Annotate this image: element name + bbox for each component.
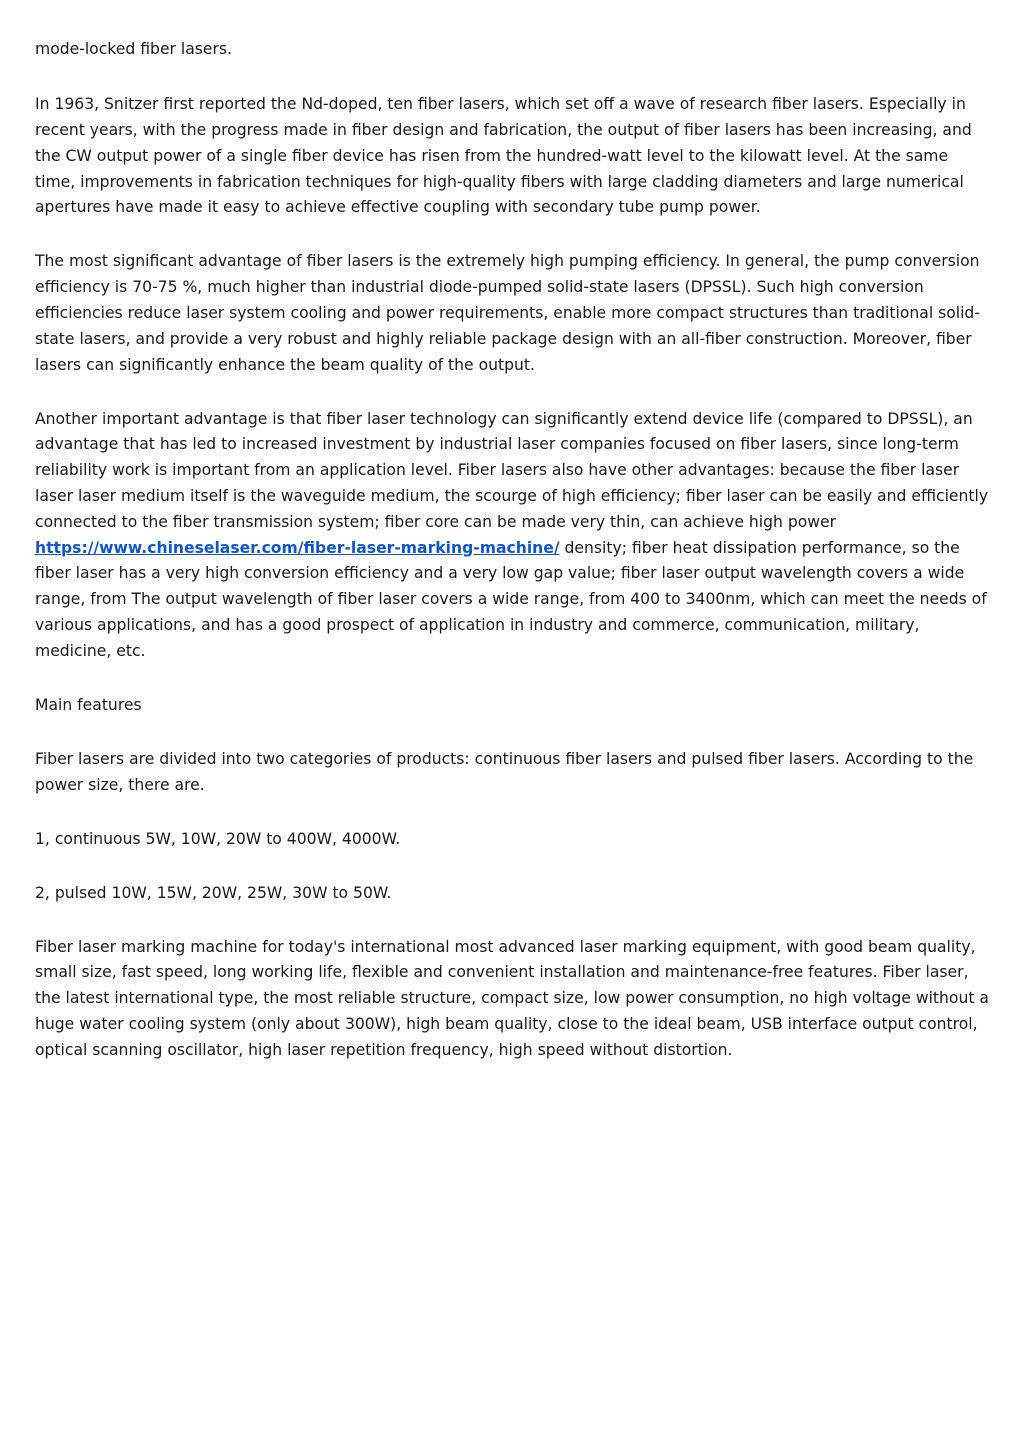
paragraph-marking-machine: Fiber laser marking machine for today's international most advanced laser marking equipment, with good beam quality, small size, fast speed, long working life, flexible and convenient installation and maintenance-free features. Fiber laser, the latest international type, the most reliable structure, compact size, low power consumption, no high voltage without a huge water cooling system (only about 300W), high beam quality, close to the ideal beam, USB interface output control, optical scanning oscillator, high laser repetition frequency, high speed without distortion. <box>35 937 989 1059</box>
paragraph-pumping-efficiency: The most significant advantage of fiber lasers is the extremely high pumping efficiency. In general, the pump conversion efficiency is 70-75 %, much higher than industrial diode-pumped solid-state lasers (DPSSL). Such high conversion efficiencies reduce laser system cooling and power requirements, enable more compact structures than traditional solid-state lasers, and provide a very robust and highly reliable package design with an all-fiber construction. Moreover, fiber lasers can significantly enhance the beam quality of the output. <box>35 252 980 374</box>
paragraph-history: In 1963, Snitzer first reported the Nd-doped, ten fiber lasers, which set off a wave of research fiber lasers. Especially in recent years, with the progress made in fiber design and fabrication, the output of fiber lasers has been increasing, and the CW output power of a single fiber device has risen from the hundred-watt level to the kilowatt level. At the same time, improvements in fabrication techniques for high-quality fibers with large cladding diameters and large numerical apertures have made it easy to achieve effective coupling with secondary tube pump power. <box>35 95 972 217</box>
advantages-text-after-link: density; fiber heat dissipation performance, so the fiber laser has a very high conversion efficiency and a very low gap value; fiber laser output wavelength covers a wide range, from The output wavelength of fiber laser covers a wide range, from 400 to 3400nm, which can meet the needs of various applications, and has a good prospect of application in industry and commerce, communication, military, medicine, etc. <box>35 538 987 660</box>
paragraph-intro-fragment: mode-locked fiber lasers. <box>35 40 233 58</box>
document-body <box>35 37 993 1092</box>
list-item-continuous: 1, continuous 5W, 10W, 20W to 400W, 4000W. <box>35 829 401 848</box>
paragraph-advantages <box>35 407 993 665</box>
heading-main-features: Main features <box>35 695 142 714</box>
paragraph-categories: Fiber lasers are divided into two categories of products: continuous fiber lasers and pulsed fiber lasers. According to the power size, there are. <box>35 749 974 794</box>
advantages-text-before-link: Another important advantage is that fiber laser technology can significantly extend device life (compared to DPSSL), an advantage that has led to increased investment by industrial laser companies focused on fiber lasers, since long-term reliability work is important from an application level. Fiber lasers also have other advantages: because the fiber laser laser laser medium itself is the waveguide medium, the scourge of high efficiency; fiber laser can be easily and efficiently connected to the fiber transmission system; fiber core can be made very thin, can achieve high power <box>35 409 989 531</box>
list-item-pulsed: 2, pulsed 10W, 15W, 20W, 25W, 30W to 50W. <box>35 883 392 902</box>
fiber-laser-marking-machine-link[interactable]: https://www.chineselaser.com/fiber-laser-marking-machine/ <box>35 538 560 557</box>
